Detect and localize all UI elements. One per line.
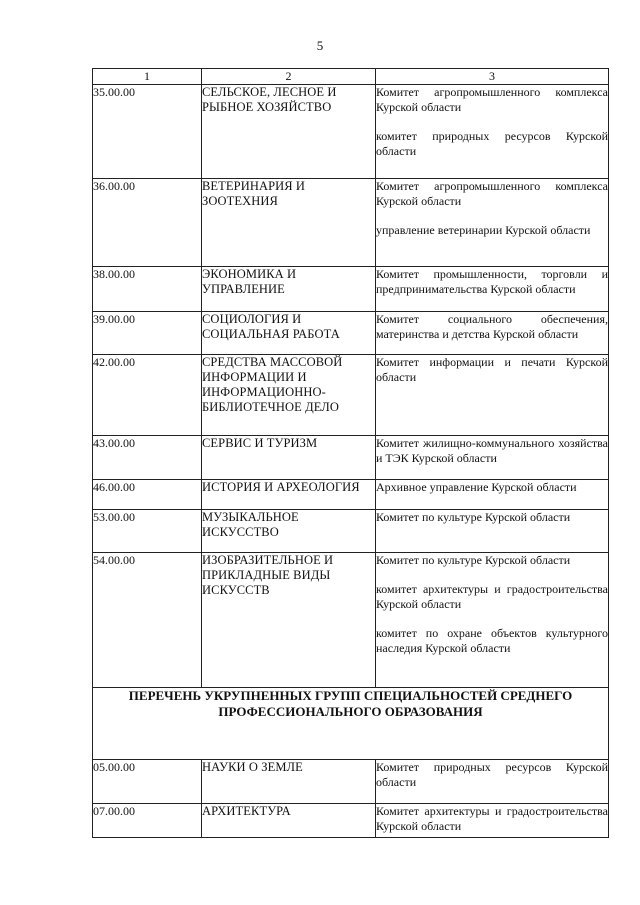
org-entry: Комитет архитектуры и градостроительства Курской области	[376, 804, 608, 833]
row-code: 53.00.00	[93, 510, 202, 553]
table-row	[93, 553, 609, 688]
column-header-3: 3	[376, 69, 609, 85]
row-orgs	[376, 312, 609, 355]
row-orgs	[376, 760, 609, 804]
row-orgs	[376, 510, 609, 553]
row-name: ЭКОНОМИКА И УПРАВЛЕНИЕ	[202, 267, 376, 312]
table-header-row	[93, 69, 609, 85]
org-entry: комитет по охране объектов культурного наследия Курской области	[376, 626, 608, 655]
row-name: АРХИТЕКТУРА	[202, 804, 376, 838]
org-entry: Комитет жилищно-коммунального хозяйства и ТЭК Курской области	[376, 436, 608, 465]
org-entry: Комитет социального обеспечения, материнства и детства Курской области	[376, 312, 608, 341]
org-entry: Архивное управление Курской области	[376, 480, 577, 494]
table-row	[93, 179, 609, 267]
row-orgs	[376, 480, 609, 510]
row-name: СЕРВИС И ТУРИЗМ	[202, 436, 376, 480]
org-entry: Комитет промышленности, торговли и предпринимательства Курской области	[376, 267, 608, 296]
row-code: 05.00.00	[93, 760, 202, 804]
row-name: НАУКИ О ЗЕМЛЕ	[202, 760, 376, 804]
row-name: ИСТОРИЯ И АРХЕОЛОГИЯ	[202, 480, 376, 510]
org-entry: комитет архитектуры и градостроительства Курской области	[376, 582, 608, 611]
row-orgs	[376, 804, 609, 838]
column-header-1: 1	[93, 69, 202, 85]
org-entry: Комитет природных ресурсов Курской области	[376, 760, 608, 789]
table-row	[93, 267, 609, 312]
table-row	[93, 480, 609, 510]
table-row	[93, 510, 609, 553]
table-row	[93, 436, 609, 480]
row-orgs	[376, 267, 609, 312]
row-name: МУЗЫКАЛЬНОЕ ИСКУССТВО	[202, 510, 376, 553]
section-heading-row	[93, 688, 609, 760]
row-code: 36.00.00	[93, 179, 202, 267]
row-code: 46.00.00	[93, 480, 202, 510]
org-entry: управление ветеринарии Курской области	[376, 223, 591, 237]
row-orgs	[376, 436, 609, 480]
row-name: СОЦИОЛОГИЯ И СОЦИАЛЬНАЯ РАБОТА	[202, 312, 376, 355]
column-header-2: 2	[202, 69, 376, 85]
section-title: ПЕРЕЧЕНЬ УКРУПНЕННЫХ ГРУПП СПЕЦИАЛЬНОСТЕЙ СРЕДНЕГО ПРОФЕССИОНАЛЬНОГО ОБРАЗОВАНИЯ	[93, 688, 609, 760]
row-name: ИЗОБРАЗИТЕЛЬНОЕ И ПРИКЛАДНЫЕ ВИДЫ ИСКУССТВ	[202, 553, 376, 688]
table-row	[93, 312, 609, 355]
row-orgs	[376, 179, 609, 267]
org-entry: Комитет агропромышленного комплекса Курской области	[376, 179, 608, 208]
org-entry: Комитет по культуре Курской области	[376, 553, 571, 567]
org-entry: комитет природных ресурсов Курской области	[376, 129, 608, 158]
row-code: 43.00.00	[93, 436, 202, 480]
row-name: СЕЛЬСКОЕ, ЛЕСНОЕ И РЫБНОЕ ХОЗЯЙСТВО	[202, 85, 376, 179]
row-code: 54.00.00	[93, 553, 202, 688]
row-orgs	[376, 553, 609, 688]
row-orgs	[376, 85, 609, 179]
row-code: 42.00.00	[93, 355, 202, 436]
row-code: 07.00.00	[93, 804, 202, 838]
page-number: 5	[316, 38, 324, 53]
row-name: ВЕТЕРИНАРИЯ И ЗООТЕХНИЯ	[202, 179, 376, 267]
row-name: СРЕДСТВА МАССОВОЙ ИНФОРМАЦИИ И ИНФОРМАЦИОННО-БИБЛИОТЕЧНОЕ ДЕЛО	[202, 355, 376, 436]
row-code: 38.00.00	[93, 267, 202, 312]
specialty-table	[92, 68, 609, 838]
row-orgs	[376, 355, 609, 436]
row-code: 39.00.00	[93, 312, 202, 355]
org-entry: Комитет информации и печати Курской области	[376, 355, 608, 384]
row-code: 35.00.00	[93, 85, 202, 179]
table-row	[93, 85, 609, 179]
table-row	[93, 355, 609, 436]
table-row	[93, 760, 609, 804]
table-row	[93, 804, 609, 838]
org-entry: Комитет агропромышленного комплекса Курской области	[376, 85, 608, 114]
org-entry: Комитет по культуре Курской области	[376, 510, 571, 524]
